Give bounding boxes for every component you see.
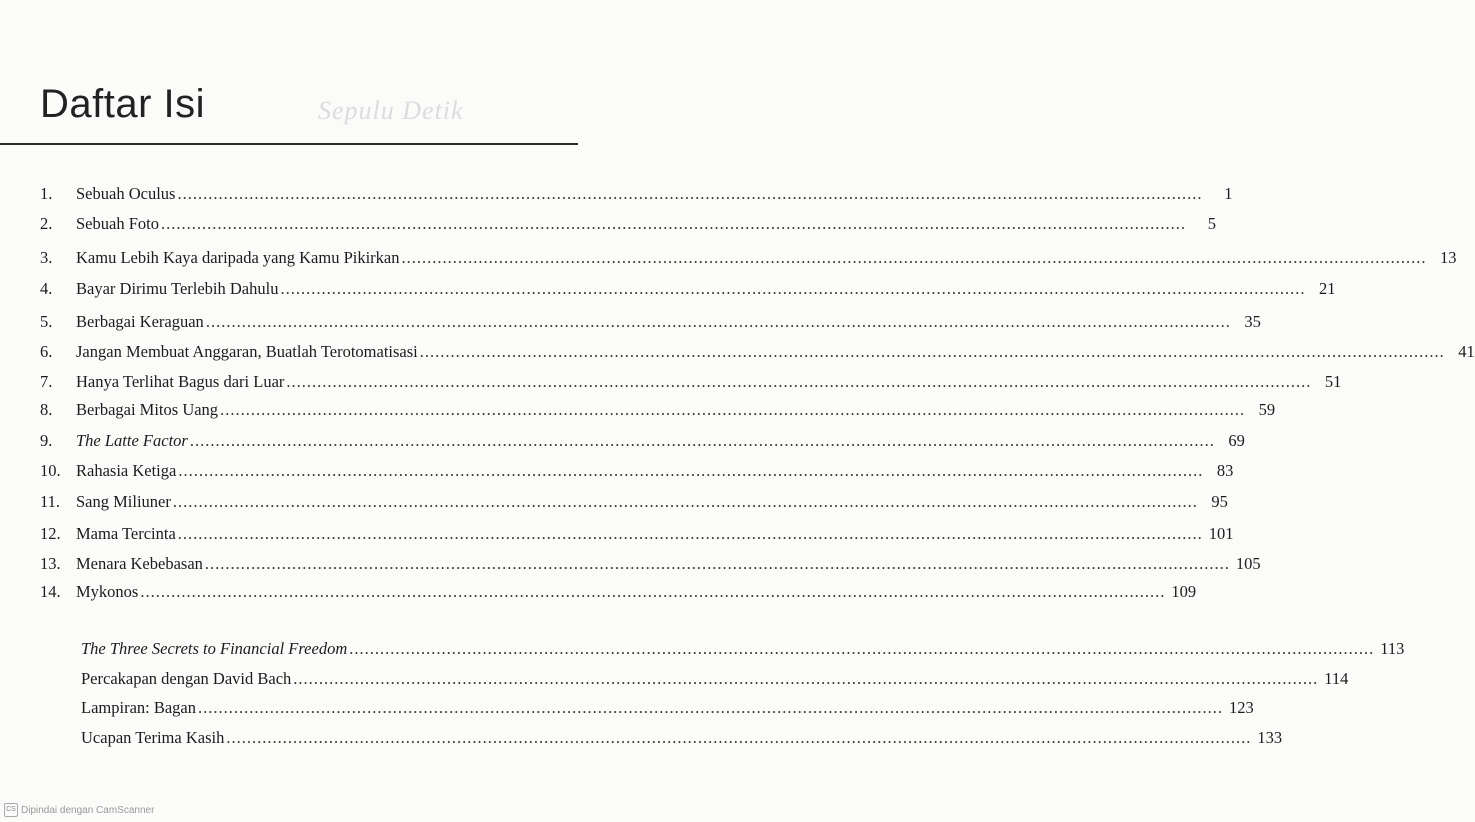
- dot-leader: ........................................................................................................................................................................................................: [160, 214, 1186, 233]
- toc-entry-number: 3.: [40, 248, 53, 267]
- toc-entry-number: 14.: [40, 582, 61, 601]
- toc-entry-label: Menara Kebebasan: [76, 554, 203, 573]
- toc-entry-label: The Latte Factor: [76, 431, 188, 450]
- scanner-footer: [4, 803, 154, 817]
- toc-entry-page: 101: [1208, 524, 1234, 543]
- toc-entry-number: 7.: [40, 372, 53, 391]
- toc-entry-page: 51: [1324, 372, 1342, 391]
- toc-entry[interactable]: [40, 214, 1216, 238]
- toc-entry[interactable]: [40, 461, 1234, 485]
- toc-entry-label: Lampiran: Bagan: [81, 698, 197, 717]
- toc-entry[interactable]: [40, 431, 1245, 455]
- toc-entry[interactable]: [81, 698, 1254, 722]
- toc-entry-number: 1.: [40, 184, 53, 203]
- toc-entry-number: 5.: [40, 312, 53, 331]
- toc-entry-page: 83: [1216, 461, 1234, 480]
- dot-leader: ........................................................................................................................................................................................................: [177, 524, 1203, 543]
- dot-leader: ........................................................................................................................................................................................................: [401, 248, 1427, 267]
- toc-entry-page: 35: [1244, 312, 1261, 331]
- dot-leader: ........................................................................................................................................................................................................: [140, 582, 1166, 601]
- toc-entry-label: Percakapan dengan David Bach: [81, 669, 292, 688]
- toc-entry-page: 69: [1228, 431, 1245, 450]
- toc-entry-label: Sang Miliuner: [76, 492, 171, 511]
- toc-entry-page: 109: [1171, 582, 1197, 601]
- toc-entry[interactable]: [81, 728, 1283, 752]
- toc-entry-page: 95: [1211, 492, 1228, 511]
- dot-leader: ........................................................................................................................................................................................................: [349, 639, 1375, 658]
- dot-leader: ........................................................................................................................................................................................................: [280, 279, 1306, 298]
- toc-entry-label: Berbagai Mitos Uang: [76, 400, 219, 419]
- dot-leader: ........................................................................................................................................................................................................: [293, 669, 1319, 688]
- toc-entry-page: 105: [1235, 554, 1261, 573]
- toc-entry-number: 10.: [40, 461, 61, 480]
- toc-entry-number: 6.: [40, 342, 53, 361]
- toc-entry-label: Mama Tercinta: [76, 524, 176, 543]
- toc-entry[interactable]: [40, 492, 1228, 516]
- toc-entry-label: Berbagai Keraguan: [76, 312, 204, 331]
- toc-entry[interactable]: [40, 524, 1234, 548]
- toc-entry[interactable]: [40, 554, 1261, 578]
- toc-entry[interactable]: [40, 184, 1233, 208]
- toc-entry-page: 113: [1380, 639, 1405, 658]
- toc-entry[interactable]: [40, 372, 1342, 396]
- toc-entry-label: Mykonos: [76, 582, 139, 601]
- toc-entry-number: 2.: [40, 214, 53, 233]
- toc-entry-page: 21: [1318, 279, 1336, 298]
- toc-entry[interactable]: [40, 582, 1197, 606]
- dot-leader: ........................................................................................................................................................................................................: [189, 431, 1215, 450]
- toc-entry-page: 59: [1258, 400, 1276, 419]
- toc-entry-number: 4.: [40, 279, 53, 298]
- bleed-through-text: Sepulu Detik: [318, 96, 464, 125]
- camscanner-icon: CS: [4, 803, 18, 817]
- toc-entry-page: 114: [1324, 669, 1349, 688]
- toc-entry-page: 133: [1257, 728, 1283, 747]
- toc-entry-label: Rahasia Ketiga: [76, 461, 177, 480]
- dot-leader: ........................................................................................................................................................................................................: [226, 728, 1252, 747]
- dot-leader: ........................................................................................................................................................................................................: [172, 492, 1198, 511]
- toc-entry-label: Bayar Dirimu Terlebih Dahulu: [76, 279, 279, 298]
- toc-entry[interactable]: [40, 400, 1276, 424]
- toc-entry-number: 9.: [40, 431, 53, 450]
- toc-entry-label: Sebuah Oculus: [76, 184, 176, 203]
- dot-leader: ........................................................................................................................................................................................................: [286, 372, 1312, 391]
- toc-entry-page: 123: [1229, 698, 1254, 717]
- toc-entry-label: Hanya Terlihat Bagus dari Luar: [76, 372, 285, 391]
- toc-entry[interactable]: [40, 312, 1261, 336]
- dot-leader: ........................................................................................................................................................................................................: [205, 312, 1231, 331]
- toc-entry-label: The Three Secrets to Financial Freedom: [81, 639, 348, 658]
- toc-entry-number: 11.: [40, 492, 61, 511]
- page-title: Daftar Isi: [40, 82, 206, 126]
- toc-entry[interactable]: [81, 669, 1349, 693]
- scanner-footer-text: Dipindai dengan CamScanner: [21, 804, 155, 816]
- toc-entry-number: 8.: [40, 400, 53, 419]
- toc-entry-label: Kamu Lebih Kaya daripada yang Kamu Pikirkan: [76, 248, 400, 267]
- toc-entry-number: 13.: [40, 554, 61, 573]
- toc-entry-page: 41: [1458, 342, 1475, 361]
- dot-leader: ........................................................................................................................................................................................................: [198, 698, 1224, 717]
- dot-leader: ........................................................................................................................................................................................................: [204, 554, 1230, 573]
- title-divider: [0, 143, 578, 145]
- dot-leader: ........................................................................................................................................................................................................: [419, 342, 1445, 361]
- toc-entry-label: Jangan Membuat Anggaran, Buatlah Terotomatisasi: [76, 342, 418, 361]
- toc-entry-number: 12.: [40, 524, 61, 543]
- toc-entry[interactable]: [40, 342, 1475, 366]
- toc-entry[interactable]: [40, 248, 1457, 272]
- toc-entry-page: 5: [1207, 214, 1216, 233]
- dot-leader: ........................................................................................................................................................................................................: [220, 400, 1246, 419]
- toc-entry-label: Sebuah Foto: [76, 214, 159, 233]
- toc-entry[interactable]: [40, 279, 1336, 303]
- toc-entry-page: 13: [1439, 248, 1457, 267]
- toc-entry-page: 1: [1224, 184, 1233, 203]
- dot-leader: ........................................................................................................................................................................................................: [177, 184, 1203, 203]
- dot-leader: ........................................................................................................................................................................................................: [178, 461, 1204, 480]
- toc-entry[interactable]: [81, 639, 1405, 663]
- toc-entry-label: Ucapan Terima Kasih: [81, 728, 225, 747]
